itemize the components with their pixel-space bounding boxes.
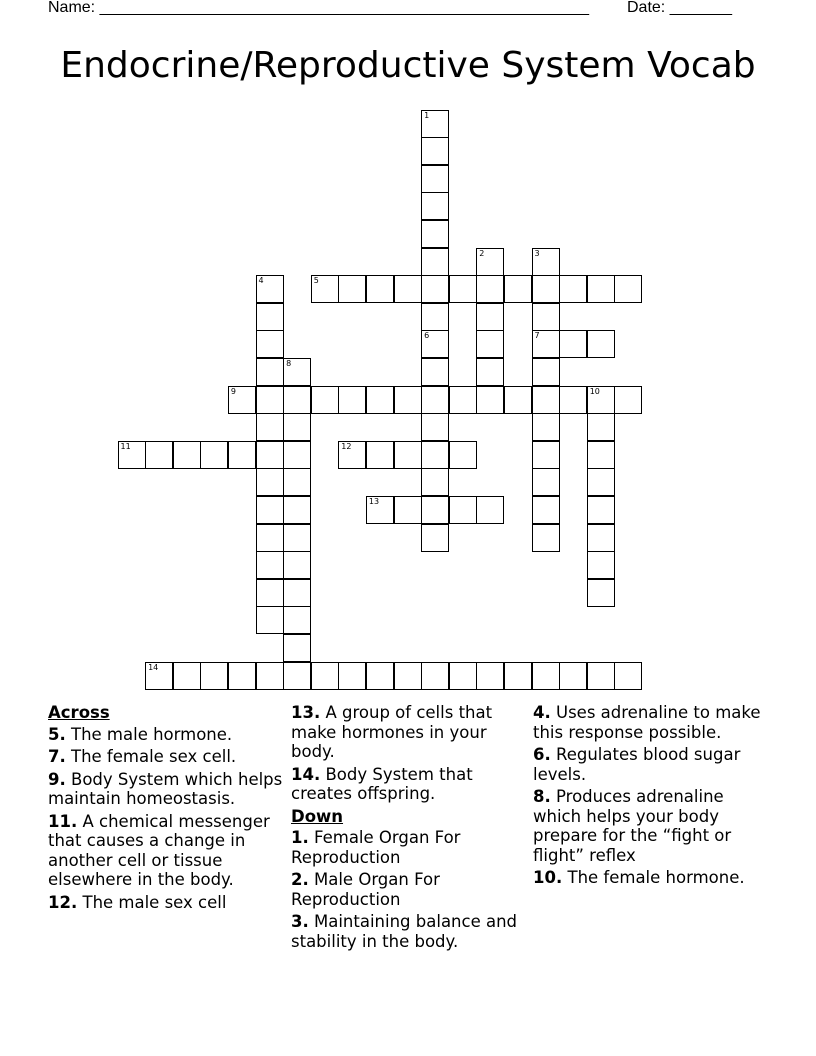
grid-cell[interactable] xyxy=(421,330,449,358)
grid-cell[interactable] xyxy=(504,662,532,690)
grid-cell[interactable] xyxy=(200,441,228,469)
grid-cell[interactable] xyxy=(256,579,284,607)
clue-down-3 xyxy=(291,912,527,951)
grid-cell[interactable] xyxy=(614,275,642,303)
grid-cell[interactable] xyxy=(228,386,256,414)
grid-cell[interactable] xyxy=(145,662,173,690)
grid-cell[interactable] xyxy=(587,468,615,496)
grid-cell[interactable] xyxy=(587,413,615,441)
clue-number: 3. xyxy=(291,912,309,931)
clue-text: A chemical messenger that causes a change in another cell or tissue elsewhere in the body. xyxy=(48,811,270,889)
grid-cell[interactable] xyxy=(476,496,504,524)
grid-cell[interactable] xyxy=(587,330,615,358)
cell-number: 6 xyxy=(424,331,430,341)
cell-number: 4 xyxy=(258,276,264,286)
grid-cell[interactable] xyxy=(283,496,311,524)
grid-cell[interactable] xyxy=(559,330,587,358)
clue-number: 6. xyxy=(533,745,551,764)
grid-cell[interactable] xyxy=(421,358,449,386)
grid-cell[interactable] xyxy=(283,662,311,690)
grid-cell[interactable] xyxy=(532,496,560,524)
grid-cell[interactable] xyxy=(366,275,394,303)
grid-cell[interactable] xyxy=(587,662,615,690)
grid-cell[interactable] xyxy=(256,330,284,358)
grid-cell[interactable] xyxy=(476,662,504,690)
clue-text: The female sex cell. xyxy=(71,747,237,766)
grid-cell[interactable] xyxy=(283,606,311,634)
grid-cell[interactable] xyxy=(311,386,339,414)
cell-number: 3 xyxy=(534,248,540,258)
grid-cell[interactable] xyxy=(173,441,201,469)
grid-cell[interactable] xyxy=(449,386,477,414)
grid-cell[interactable] xyxy=(228,662,256,690)
clue-across-11 xyxy=(48,812,284,890)
clue-number: 1. xyxy=(291,828,309,847)
grid-cell[interactable] xyxy=(476,330,504,358)
clue-number: 13. xyxy=(291,703,321,722)
clue-column-2 xyxy=(291,703,527,954)
clue-number: 12. xyxy=(48,892,78,912)
grid-cell[interactable] xyxy=(421,662,449,690)
grid-cell[interactable] xyxy=(256,606,284,634)
clue-text: The male hormone. xyxy=(71,724,233,744)
clue-number: 2. xyxy=(291,870,309,889)
grid-cell[interactable] xyxy=(421,496,449,524)
clue-text: Uses adrenaline to make this response possible. xyxy=(533,703,761,742)
grid-cell[interactable] xyxy=(587,386,615,414)
grid-cell[interactable] xyxy=(421,192,449,220)
grid-cell[interactable] xyxy=(559,386,587,414)
grid-cell[interactable] xyxy=(145,441,173,469)
cell-number: 14 xyxy=(148,662,159,672)
clue-text: Maintaining balance and stability in the body. xyxy=(291,912,518,951)
grid-cell[interactable] xyxy=(532,441,560,469)
clue-text: Regulates blood sugar levels. xyxy=(533,745,741,784)
grid-cell[interactable] xyxy=(587,275,615,303)
grid-cell[interactable] xyxy=(256,413,284,441)
date-field-label: Date: _______ xyxy=(627,0,732,16)
clue-number: 14. xyxy=(291,764,321,784)
cell-number: 9 xyxy=(230,386,236,396)
grid-cell[interactable] xyxy=(366,441,394,469)
clue-text: Male Organ For Reproduction xyxy=(291,870,440,909)
clue-down-4 xyxy=(533,703,769,742)
grid-cell[interactable] xyxy=(449,275,477,303)
grid-cell[interactable] xyxy=(532,275,560,303)
grid-cell[interactable] xyxy=(256,524,284,552)
grid-cell[interactable] xyxy=(587,441,615,469)
clue-number: 11. xyxy=(48,811,78,831)
grid-cell[interactable] xyxy=(394,386,422,414)
grid-cell[interactable] xyxy=(256,441,284,469)
grid-cell[interactable] xyxy=(532,358,560,386)
grid-cell[interactable] xyxy=(587,551,615,579)
clue-number: 7. xyxy=(48,747,66,766)
grid-cell[interactable] xyxy=(256,358,284,386)
grid-cell[interactable] xyxy=(421,413,449,441)
grid-cell[interactable] xyxy=(449,662,477,690)
grid-cell[interactable] xyxy=(587,524,615,552)
grid-cell[interactable] xyxy=(532,248,560,276)
grid-cell[interactable] xyxy=(283,413,311,441)
grid-cell[interactable] xyxy=(338,386,366,414)
cell-number: 11 xyxy=(120,441,131,451)
grid-cell[interactable] xyxy=(449,441,477,469)
clue-text: Female Organ For Reproduction xyxy=(291,828,461,867)
grid-cell[interactable] xyxy=(338,275,366,303)
cell-number: 1 xyxy=(424,110,430,120)
grid-cell[interactable] xyxy=(338,662,366,690)
grid-cell[interactable] xyxy=(366,386,394,414)
grid-cell[interactable] xyxy=(256,386,284,414)
cell-number: 12 xyxy=(341,441,352,451)
grid-cell[interactable] xyxy=(476,248,504,276)
grid-cell[interactable] xyxy=(532,386,560,414)
grid-cell[interactable] xyxy=(532,303,560,331)
clue-column-3 xyxy=(533,703,769,891)
clue-text: The male sex cell xyxy=(82,892,227,912)
name-field-label: Name: _______________________________________________________ xyxy=(48,0,589,16)
grid-cell[interactable] xyxy=(283,386,311,414)
grid-cell[interactable] xyxy=(504,386,532,414)
clue-text: A group of cells that make hormones in your body. xyxy=(291,703,493,761)
clue-column-1 xyxy=(48,703,284,915)
grid-cell[interactable] xyxy=(283,634,311,662)
clue-number: 5. xyxy=(48,724,66,744)
clue-number: 4. xyxy=(533,703,551,722)
grid-cell[interactable] xyxy=(532,468,560,496)
grid-cell[interactable] xyxy=(421,386,449,414)
cell-number: 13 xyxy=(368,496,380,506)
clue-text: Body System which helps maintain homeostasis. xyxy=(48,769,283,808)
clue-across-7 xyxy=(48,747,284,767)
cell-number: 7 xyxy=(534,331,540,341)
grid-cell[interactable] xyxy=(256,275,284,303)
grid-cell[interactable] xyxy=(421,468,449,496)
grid-cell[interactable] xyxy=(504,275,532,303)
grid-cell[interactable] xyxy=(228,441,256,469)
grid-cell[interactable] xyxy=(476,358,504,386)
grid-cell[interactable] xyxy=(559,662,587,690)
grid-cell[interactable] xyxy=(118,441,146,469)
cell-number: 2 xyxy=(479,248,485,258)
clue-across-12 xyxy=(48,893,284,913)
cell-number: 10 xyxy=(589,386,600,396)
grid-cell[interactable] xyxy=(173,662,201,690)
grid-cell[interactable] xyxy=(476,386,504,414)
clue-across-14 xyxy=(291,765,527,804)
grid-cell[interactable] xyxy=(421,441,449,469)
grid-cell[interactable] xyxy=(283,551,311,579)
grid-cell[interactable] xyxy=(311,275,339,303)
grid-cell[interactable] xyxy=(421,165,449,193)
clue-number: 8. xyxy=(533,787,551,806)
clue-across-13 xyxy=(291,703,527,762)
grid-cell[interactable] xyxy=(366,662,394,690)
clue-across-9 xyxy=(48,770,284,809)
grid-cell[interactable] xyxy=(559,275,587,303)
grid-cell[interactable] xyxy=(394,662,422,690)
grid-cell[interactable] xyxy=(283,441,311,469)
clue-down-8 xyxy=(533,787,769,865)
across-heading: Across xyxy=(48,703,110,722)
clue-down-10 xyxy=(533,868,769,888)
grid-cell[interactable] xyxy=(283,524,311,552)
grid-cell[interactable] xyxy=(256,662,284,690)
grid-cell[interactable] xyxy=(366,496,394,524)
grid-cell[interactable] xyxy=(256,496,284,524)
clue-across-5 xyxy=(48,725,284,745)
grid-cell[interactable] xyxy=(256,468,284,496)
grid-cell[interactable] xyxy=(338,441,366,469)
grid-cell[interactable] xyxy=(394,275,422,303)
grid-cell[interactable] xyxy=(283,579,311,607)
grid-cell[interactable] xyxy=(421,220,449,248)
grid-cell[interactable] xyxy=(256,551,284,579)
grid-cell[interactable] xyxy=(532,662,560,690)
grid-cell[interactable] xyxy=(476,275,504,303)
clue-down-6 xyxy=(533,745,769,784)
grid-cell[interactable] xyxy=(614,386,642,414)
grid-cell[interactable] xyxy=(449,496,477,524)
clue-down-2 xyxy=(291,870,527,909)
clue-number: 9. xyxy=(48,769,66,789)
grid-cell[interactable] xyxy=(614,662,642,690)
page-title: Endocrine/Reproductive System Vocab xyxy=(60,45,756,86)
down-heading: Down xyxy=(291,806,344,826)
grid-cell[interactable] xyxy=(283,468,311,496)
grid-cell[interactable] xyxy=(283,358,311,386)
grid-cell[interactable] xyxy=(394,441,422,469)
grid-cell[interactable] xyxy=(587,496,615,524)
clue-text: The female hormone. xyxy=(567,868,745,887)
grid-cell[interactable] xyxy=(421,275,449,303)
clue-text: Body System that creates offspring. xyxy=(291,764,473,803)
grid-cell[interactable] xyxy=(421,524,449,552)
grid-cell[interactable] xyxy=(200,662,228,690)
grid-cell[interactable] xyxy=(476,303,504,331)
grid-cell[interactable] xyxy=(311,662,339,690)
grid-cell[interactable] xyxy=(532,524,560,552)
grid-cell[interactable] xyxy=(394,496,422,524)
grid-cell[interactable] xyxy=(532,413,560,441)
clue-number: 10. xyxy=(533,868,563,887)
grid-cell[interactable] xyxy=(256,303,284,331)
grid-cell[interactable] xyxy=(421,137,449,165)
clue-down-1 xyxy=(291,828,527,867)
cell-number: 8 xyxy=(286,358,292,368)
clue-text: Produces adrenaline which helps your body prepare for the “fight or flight” reflex xyxy=(533,787,732,865)
cell-number: 5 xyxy=(313,276,319,286)
grid-cell[interactable] xyxy=(587,579,615,607)
grid-cell[interactable] xyxy=(421,303,449,331)
grid-cell[interactable] xyxy=(532,330,560,358)
grid-cell[interactable] xyxy=(421,110,449,138)
grid-cell[interactable] xyxy=(421,248,449,276)
